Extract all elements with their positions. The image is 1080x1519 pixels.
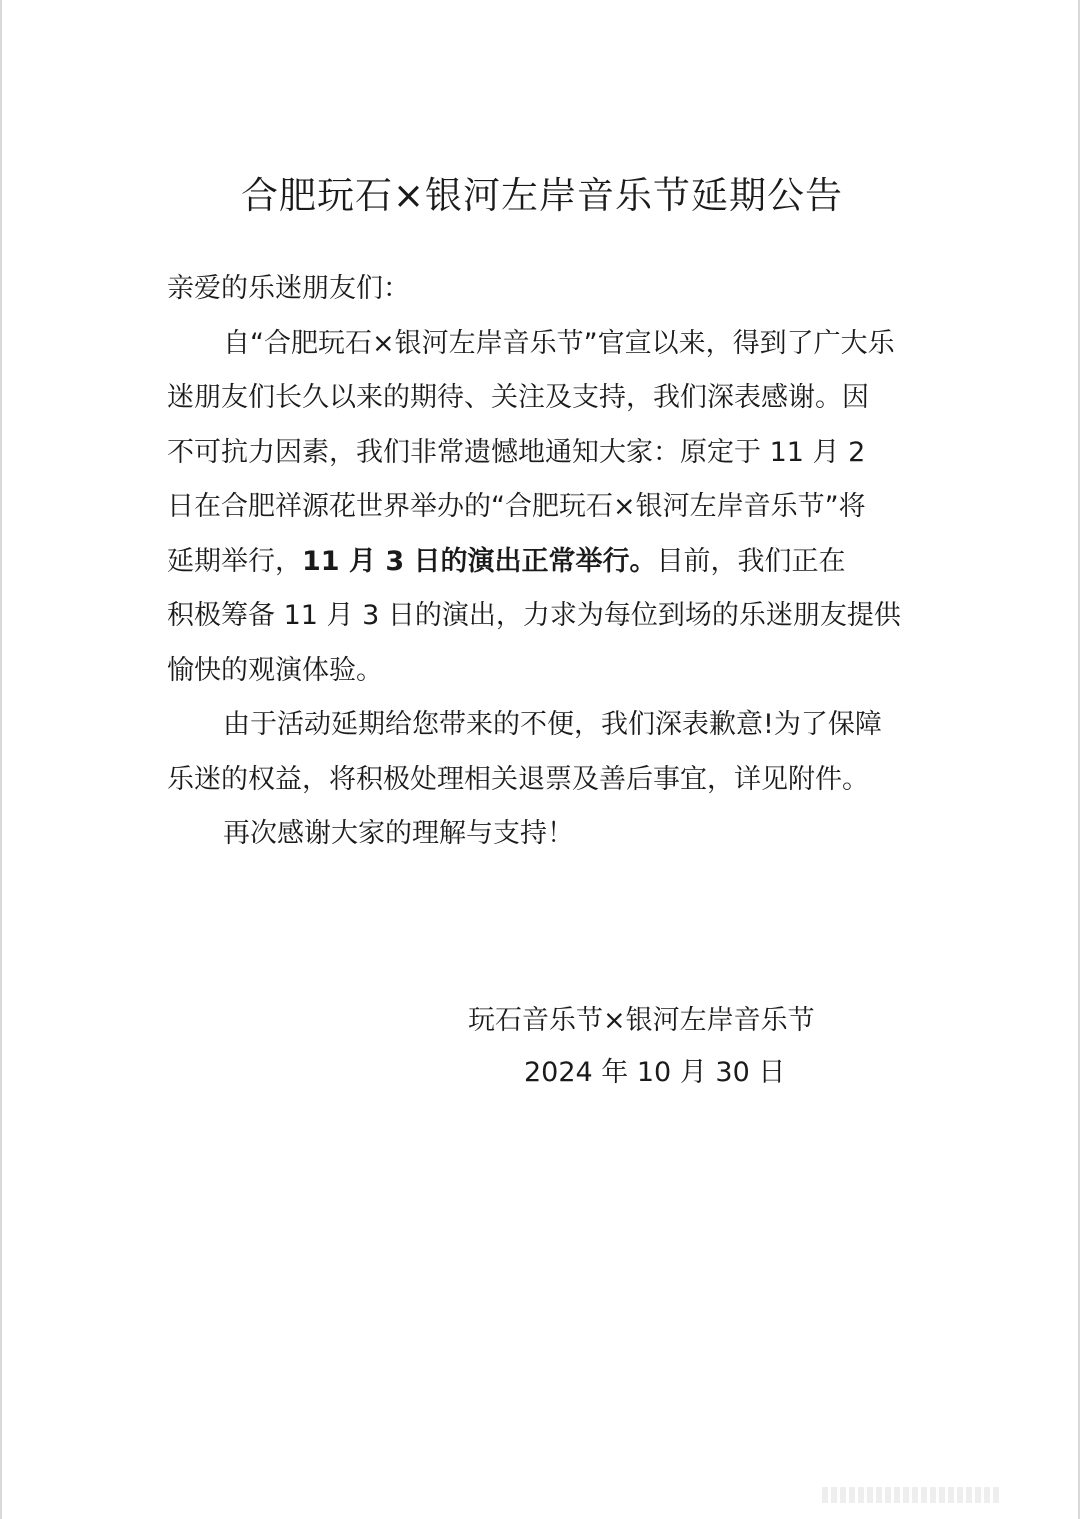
highlighted-notice: 11 月 3 日的演出正常举行。 — [302, 545, 657, 577]
signature-organizer: 玩石音乐节×银河左岸音乐节 — [468, 1005, 815, 1036]
paragraph-1-line-1: 自“合肥玩石×银河左岸音乐节”官宣以来，得到了广大乐 — [223, 327, 895, 359]
paragraph-1-line-5-prefix: 延期举行， — [167, 545, 302, 577]
paragraph-2-line-2: 乐迷的权益，将积极处理相关退票及善后事宜，详见附件。 — [167, 763, 869, 795]
signature-date: 2024 年 10 月 30 日 — [524, 1057, 786, 1088]
paragraph-1-line-3: 不可抗力因素，我们非常遗憾地通知大家：原定于 11 月 2 — [167, 436, 866, 468]
watermark-decoration — [822, 1487, 1002, 1503]
paragraph-3-line-1: 再次感谢大家的理解与支持！ — [223, 818, 574, 849]
paragraph-1-line-6: 积极筹备 11 月 3 日的演出，力求为每位到场的乐迷朋友提供 — [167, 600, 901, 631]
paragraph-1-line-5-suffix: 目前，我们正在 — [656, 545, 846, 577]
paragraph-1-line-4: 日在合肥祥源花世界举办的“合肥玩石×银河左岸音乐节”将 — [167, 491, 866, 522]
paragraph-2-line-1: 由于活动延期给您带来的不便，我们深表歉意!为了保障 — [223, 709, 882, 740]
paragraph-1-line-7: 愉快的观演体验。 — [167, 654, 383, 686]
document-title: 合肥玩石×银河左岸音乐节延期公告 — [240, 174, 843, 217]
paragraph-1-line-5 — [167, 535, 922, 590]
paragraph-1-line-2: 迷朋友们长久以来的期待、关注及支持，我们深表感谢。因 — [167, 382, 869, 413]
salutation: 亲爱的乐迷朋友们： — [167, 273, 410, 304]
document-body — [167, 262, 922, 862]
